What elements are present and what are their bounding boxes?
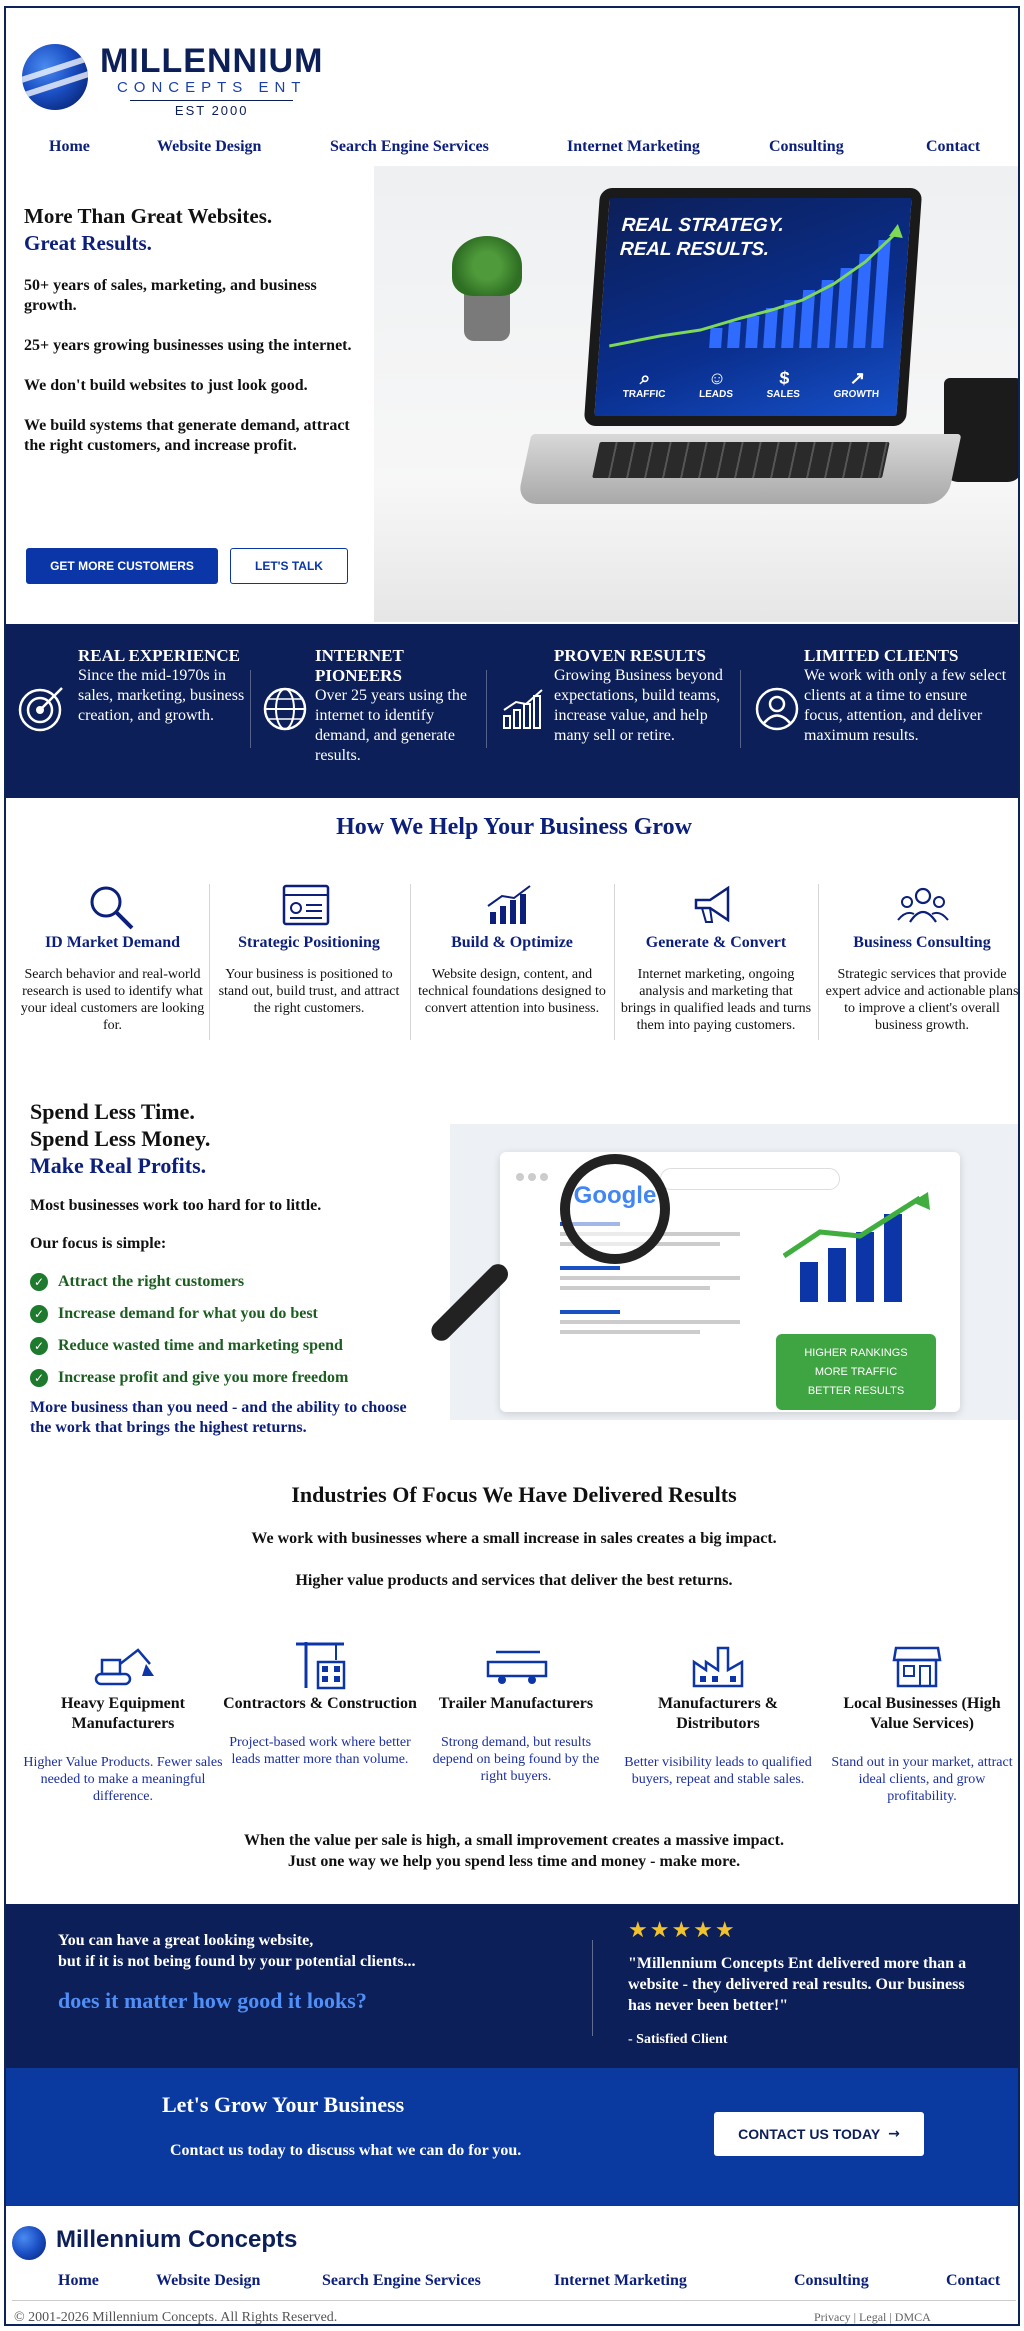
industries-footer xyxy=(6,1830,1020,1872)
star-rating-icon: ★★★★★ xyxy=(628,1918,737,1943)
screen-traffic: ⌕ TRAFFIC xyxy=(622,368,666,400)
magnifier-icon xyxy=(560,1154,670,1264)
copyright: © 2001-2026 Millennium Concepts. All Rights Reserved. xyxy=(14,2310,338,2325)
feature-text: Growing Business beyond expectations, build teams, increase value, and help many sell or retire. xyxy=(554,667,723,744)
hero-p3: We don't build websites to just look good. xyxy=(24,377,308,394)
testimonial-band xyxy=(6,1904,1020,2068)
help-item-title: Strategic Positioning xyxy=(238,934,380,951)
get-more-customers-button[interactable]: GET MORE CUSTOMERS xyxy=(26,548,218,584)
industry-title: Contractors & Construction xyxy=(223,1695,417,1712)
help-item-title: Build & Optimize xyxy=(451,934,573,951)
help-item-build xyxy=(416,934,608,1017)
check-icon: ✓ xyxy=(30,1337,48,1355)
industry-text: Higher Value Products. Fewer sales needed to make a meaningful difference. xyxy=(23,1755,223,1804)
hero-p1: 50+ years of sales, marketing, and business growth. xyxy=(24,277,317,314)
nav-contact[interactable]: Contact xyxy=(926,138,981,155)
contact-us-label: CONTACT US TODAY xyxy=(738,2126,881,2142)
industry-heavy-equipment xyxy=(20,1694,226,1805)
screen-sales: $ SALES xyxy=(766,368,801,400)
check-item xyxy=(30,1330,348,1362)
screen-line1: REAL STRATEGY. xyxy=(620,215,785,236)
cta-band xyxy=(6,2068,1020,2206)
feature-title: REAL EXPERIENCE xyxy=(78,646,241,665)
check-item xyxy=(30,1298,348,1330)
feature-text: Over 25 years using the internet to identify demand, and generate results. xyxy=(315,687,467,764)
testimonial-left-line2: but if it is not being found by your potential clients... xyxy=(58,1953,416,1970)
testimonial-left-line1: You can have a great looking website, xyxy=(58,1932,314,1949)
help-item-text: Strategic services that provide expert advice and actionable plans to improve a client's overall business growth. xyxy=(825,967,1019,1033)
industry-text: Strong demand, but results depend on being found by the right buyers. xyxy=(432,1735,600,1784)
help-item-market-demand xyxy=(20,934,205,1034)
feature-text: We work with only a few select clients at a time to ensure focus, attention, and deliver maximum results. xyxy=(804,667,1007,744)
check-icon: ✓ xyxy=(30,1273,48,1291)
help-item-generate xyxy=(620,934,812,1034)
globe-icon xyxy=(262,686,308,732)
cta-text: Contact us today to discuss what we can do for you. xyxy=(170,2142,522,2159)
mug-icon xyxy=(944,378,1020,482)
footer-nav-website-design[interactable]: Website Design xyxy=(156,2272,261,2289)
check-item xyxy=(30,1266,348,1298)
industries-heading: Industries Of Focus We Have Delivered Results xyxy=(291,1482,737,1507)
megaphone-icon xyxy=(690,884,738,926)
brand-name: MILLENNIUM xyxy=(100,42,324,80)
footer-nav-search-engine-services[interactable]: Search Engine Services xyxy=(322,2272,481,2289)
brand-est: EST 2000 xyxy=(130,100,293,118)
check-text: Reduce wasted time and marketing spend xyxy=(58,1337,343,1354)
check-text: Increase profit and give you more freedom xyxy=(58,1369,349,1386)
testimonial-quote-block xyxy=(628,1918,988,2048)
plant-icon xyxy=(452,236,522,296)
google-logo: Google xyxy=(573,1182,657,1209)
check-text: Increase demand for what you do best xyxy=(58,1305,318,1322)
badge-line: MORE TRAFFIC xyxy=(814,1366,898,1378)
logo[interactable] xyxy=(22,44,88,110)
feature-title: PROVEN RESULTS xyxy=(554,646,706,665)
focus-checklist xyxy=(30,1266,348,1394)
feature-limited xyxy=(804,646,1009,746)
divider xyxy=(486,670,487,748)
spend-line2: Spend Less Money. xyxy=(30,1126,211,1151)
help-item-text: Search behavior and real-world research is used to identify what your ideal customers are looking for. xyxy=(20,967,205,1033)
industry-title: Local Businesses (High Value Services) xyxy=(843,1695,1001,1732)
team-icon xyxy=(896,884,950,926)
check-icon: ✓ xyxy=(30,1305,48,1323)
screen-leads: ☺ LEADS xyxy=(698,368,734,400)
globe-logo-icon xyxy=(22,44,88,110)
feature-experience xyxy=(78,646,248,726)
user-icon xyxy=(754,686,800,732)
help-item-title: Business Consulting xyxy=(853,934,991,951)
footer-nav-consulting[interactable]: Consulting xyxy=(794,2272,869,2289)
screen-icons xyxy=(605,368,897,400)
factory-icon xyxy=(690,1642,746,1688)
industries-footer-line2: Just one way we help you spend less time and money - make more. xyxy=(287,1853,741,1870)
industry-title: Heavy Equipment Manufacturers xyxy=(60,1695,185,1732)
feature-text: Since the mid-1970s in sales, marketing, business creation, and growth. xyxy=(78,667,245,724)
help-grid xyxy=(6,878,1020,1058)
divider xyxy=(740,670,741,748)
help-item-title: ID Market Demand xyxy=(44,934,181,951)
footer-nav-home[interactable]: Home xyxy=(58,2272,99,2289)
testimonial-quote: "Millennium Concepts Ent delivered more than a website - they delivered real results. Our business has never been better!" xyxy=(628,1955,967,2014)
search-icon xyxy=(88,884,136,930)
industry-local-business xyxy=(824,1694,1020,1805)
spend-intro: Most businesses work too hard for to little. xyxy=(30,1197,322,1214)
browser-dots xyxy=(516,1168,556,1176)
seo-illustration xyxy=(450,1124,1020,1420)
hero-title: More Than Great Websites. xyxy=(24,204,273,228)
badge-line: BETTER RESULTS xyxy=(807,1385,905,1397)
laptop-keyboard xyxy=(517,434,962,504)
laptop-screen xyxy=(584,188,923,426)
browser-icon xyxy=(282,884,330,926)
growth-chart-icon xyxy=(780,1192,950,1302)
help-item-positioning xyxy=(214,934,404,1017)
browser-search-bar xyxy=(660,1168,840,1190)
cta-title: Let's Grow Your Business xyxy=(162,2092,405,2117)
industry-title: Trailer Manufacturers xyxy=(438,1695,594,1712)
industries-sub1: We work with businesses where a small increase in sales creates a big impact. xyxy=(251,1530,777,1547)
divider xyxy=(818,884,819,1040)
help-heading: How We Help Your Business Grow xyxy=(336,814,692,840)
spend-closing: More business than you need - and the ability to choose the work that brings the highest returns. xyxy=(30,1399,407,1436)
divider xyxy=(592,1940,593,2036)
feature-title: INTERNET PIONEERS xyxy=(315,646,404,685)
target-icon xyxy=(16,682,68,734)
badge-line: HIGHER RANKINGS xyxy=(804,1347,908,1359)
feature-title: LIMITED CLIENTS xyxy=(804,646,959,665)
footer-brand[interactable]: Millennium Concepts xyxy=(56,2226,298,2253)
industry-text: Stand out in your market, attract ideal clients, and grow profitability. xyxy=(831,1755,1013,1804)
footer-nav-contact[interactable]: Contact xyxy=(946,2272,1001,2289)
industries-sub2: Higher value products and services that deliver the best returns. xyxy=(295,1572,733,1589)
hero-image xyxy=(374,166,1020,622)
nav-internet-marketing[interactable]: Internet Marketing xyxy=(567,138,700,155)
nav-search-engine-services[interactable]: Search Engine Services xyxy=(330,138,489,155)
industry-text: Better visibility leads to qualified buyers, repeat and stable sales. xyxy=(624,1755,812,1787)
footer-nav-internet-marketing[interactable]: Internet Marketing xyxy=(554,2272,687,2289)
features-band xyxy=(6,624,1020,798)
nav-website-design[interactable]: Website Design xyxy=(157,138,262,155)
hero-p4: We build systems that generate demand, attract the right customers, and increase profit. xyxy=(24,417,350,454)
spend-line1: Spend Less Time. xyxy=(30,1099,195,1124)
spend-focus: Our focus is simple: xyxy=(30,1235,167,1252)
excavator-icon xyxy=(94,1644,156,1688)
storefront-icon xyxy=(892,1644,942,1688)
feature-pioneers xyxy=(315,646,487,766)
help-item-title: Generate & Convert xyxy=(645,934,787,951)
trailer-icon xyxy=(484,1648,550,1686)
divider xyxy=(209,884,210,1040)
industry-manufacturers xyxy=(620,1694,816,1788)
divider xyxy=(250,670,251,748)
divider xyxy=(614,884,615,1040)
industries-grid xyxy=(6,1638,1020,1828)
crane-icon xyxy=(292,1638,348,1690)
hero-p2: 25+ years growing businesses using the internet. xyxy=(24,337,352,354)
check-item xyxy=(30,1362,348,1394)
results-badge xyxy=(776,1334,936,1410)
industries-footer-line1: When the value per sale is high, a small improvement creates a massive impact. xyxy=(244,1832,784,1849)
screen-growth-chart xyxy=(598,218,910,358)
lets-talk-button[interactable]: LET'S TALK xyxy=(230,548,348,584)
brand-sub: CONCEPTS ENT xyxy=(116,79,307,96)
check-text: Attract the right customers xyxy=(58,1273,245,1290)
footer-legal-links[interactable]: Privacy | Legal | DMCA xyxy=(814,2310,931,2324)
spend-section xyxy=(30,1098,430,1253)
page-frame xyxy=(4,6,1020,2326)
contact-us-button[interactable] xyxy=(714,2112,924,2156)
testimonial-question: does it matter how good it looks? xyxy=(58,1988,367,2013)
industry-trailer xyxy=(420,1694,612,1785)
footer-divider xyxy=(12,2300,1016,2301)
screen-line2: REAL RESULTS. xyxy=(619,239,770,260)
brand-block xyxy=(100,42,323,118)
industry-title: Manufacturers & Distributors xyxy=(657,1695,779,1732)
feature-results xyxy=(554,646,732,746)
testimonial-left xyxy=(58,1930,488,2011)
industry-text: Project-based work where better leads matter more than volume. xyxy=(229,1735,411,1767)
chart-icon xyxy=(500,686,546,732)
hero-text xyxy=(24,204,364,456)
help-item-text: Internet marketing, ongoing analysis and marketing that brings in qualified leads and turns them into paying customers. xyxy=(620,967,812,1033)
divider xyxy=(410,884,411,1040)
industry-contractors xyxy=(222,1694,418,1768)
nav-consulting[interactable]: Consulting xyxy=(769,138,844,155)
spend-line3: Make Real Profits. xyxy=(30,1153,207,1178)
footer-globe-icon xyxy=(12,2226,46,2260)
check-icon: ✓ xyxy=(30,1369,48,1387)
arrow-right-icon: → xyxy=(888,2126,900,2142)
bar-chart-icon xyxy=(486,884,534,926)
help-item-text: Your business is positioned to stand out, build trust, and attract the right customers. xyxy=(218,967,400,1016)
screen-growth: ↗ GROWTH xyxy=(833,368,880,400)
help-item-consulting xyxy=(824,934,1020,1034)
testimonial-author: - Satisfied Client xyxy=(628,2032,728,2047)
help-item-text: Website design, content, and technical foundations designed to convert attention into business. xyxy=(418,967,606,1016)
hero-subtitle: Great Results. xyxy=(24,231,152,255)
nav-home[interactable]: Home xyxy=(49,138,90,155)
